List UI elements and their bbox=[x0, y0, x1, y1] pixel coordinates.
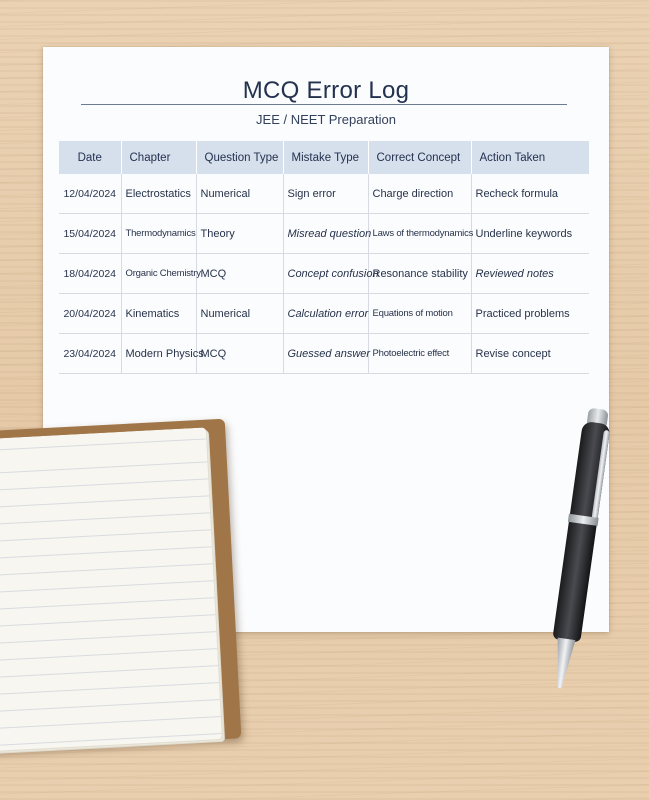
title-divider bbox=[81, 104, 567, 105]
cell-action-taken: Practiced problems bbox=[471, 294, 589, 334]
table-row bbox=[59, 294, 589, 334]
cell-correct-concept: Equations of motion bbox=[368, 294, 471, 334]
cell-action-taken: Reviewed notes bbox=[471, 254, 589, 294]
header-correct-concept: Correct Concept bbox=[368, 141, 471, 174]
header-mistake-type: Mistake Type bbox=[283, 141, 368, 174]
cell-mistake-type: Sign error bbox=[283, 174, 368, 214]
cell-chapter: Electrostatics bbox=[121, 174, 196, 214]
table-row bbox=[59, 254, 589, 294]
cell-chapter: Thermodynamics bbox=[121, 214, 196, 254]
cell-mistake-type: Misread question bbox=[283, 214, 368, 254]
cell-chapter: Modern Physics bbox=[121, 334, 196, 374]
page-title: MCQ Error Log bbox=[242, 77, 410, 104]
pen-tip bbox=[551, 637, 576, 689]
header-action-taken: Action Taken bbox=[471, 141, 589, 174]
cell-correct-concept: Resonance stability bbox=[368, 254, 471, 294]
table-header-row bbox=[59, 141, 589, 174]
error-log-table bbox=[59, 141, 589, 374]
cell-action-taken: Revise concept bbox=[471, 334, 589, 374]
cell-question-type: Numerical bbox=[196, 294, 283, 334]
cell-date: 15/04/2024 bbox=[59, 214, 121, 254]
cell-question-type: Numerical bbox=[196, 174, 283, 214]
cell-chapter: Organic Chemistry bbox=[121, 254, 196, 294]
cell-action-taken: Underline keywords bbox=[471, 214, 589, 254]
header-question-type: Question Type bbox=[196, 141, 283, 174]
cell-question-type: MCQ bbox=[196, 334, 283, 374]
cell-chapter: Kinematics bbox=[121, 294, 196, 334]
cell-correct-concept: Charge direction bbox=[368, 174, 471, 214]
header-date: Date bbox=[59, 141, 121, 174]
page-subtitle: JEE / NEET Preparation bbox=[256, 112, 396, 127]
notebook-pages bbox=[0, 427, 222, 751]
cell-question-type: Theory bbox=[196, 214, 283, 254]
cell-correct-concept: Laws of thermodynamics bbox=[368, 214, 471, 254]
table-row bbox=[59, 174, 589, 214]
header-chapter: Chapter bbox=[121, 141, 196, 174]
cell-mistake-type: Calculation error bbox=[283, 294, 368, 334]
cell-mistake-type: Concept confusion bbox=[283, 254, 368, 294]
cell-question-type: MCQ bbox=[196, 254, 283, 294]
cell-date: 23/04/2024 bbox=[59, 334, 121, 374]
cell-correct-concept: Photoelectric effect bbox=[368, 334, 471, 374]
cell-date: 12/04/2024 bbox=[59, 174, 121, 214]
cell-date: 18/04/2024 bbox=[59, 254, 121, 294]
table-row bbox=[59, 334, 589, 374]
cell-date: 20/04/2024 bbox=[59, 294, 121, 334]
cell-action-taken: Recheck formula bbox=[471, 174, 589, 214]
table-row bbox=[59, 214, 589, 254]
cell-mistake-type: Guessed answer bbox=[283, 334, 368, 374]
